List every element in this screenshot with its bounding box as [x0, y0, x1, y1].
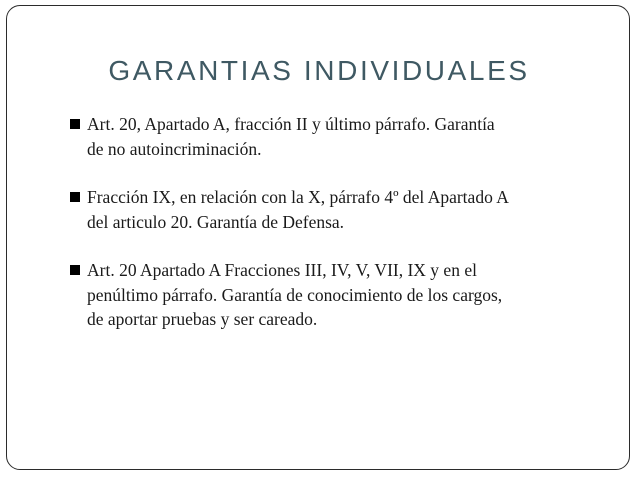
bullet-line: Art. 20, Apartado A, fracción II y último párrafo. Garantía: [87, 114, 495, 134]
bullet-line: Fracción IX, en relación con la X, párrafo 4º del Apartado A: [87, 187, 509, 207]
slide-title: GARANTIAS INDIVIDUALES: [108, 55, 530, 86]
bullet-line: del articulo 20. Garantía de Defensa.: [87, 211, 345, 232]
bullet-item: [70, 258, 610, 332]
bullet-line: de no autoincriminación.: [87, 138, 262, 159]
bullet-list: [70, 112, 610, 356]
bullet-item: [70, 112, 610, 161]
bullet-line: penúltimo párrafo. Garantía de conocimiento de los cargos,: [87, 284, 503, 305]
filled-square-bullet-icon: [70, 119, 82, 131]
bullet-line: de aportar pruebas y ser careado.: [87, 309, 318, 329]
bullet-item: [70, 185, 610, 234]
bullet-line: Art. 20 Apartado A Fracciones III, IV, V, VII, IX y en el: [87, 260, 477, 280]
filled-square-bullet-icon: [70, 265, 82, 277]
filled-square-bullet-icon: [70, 192, 82, 204]
